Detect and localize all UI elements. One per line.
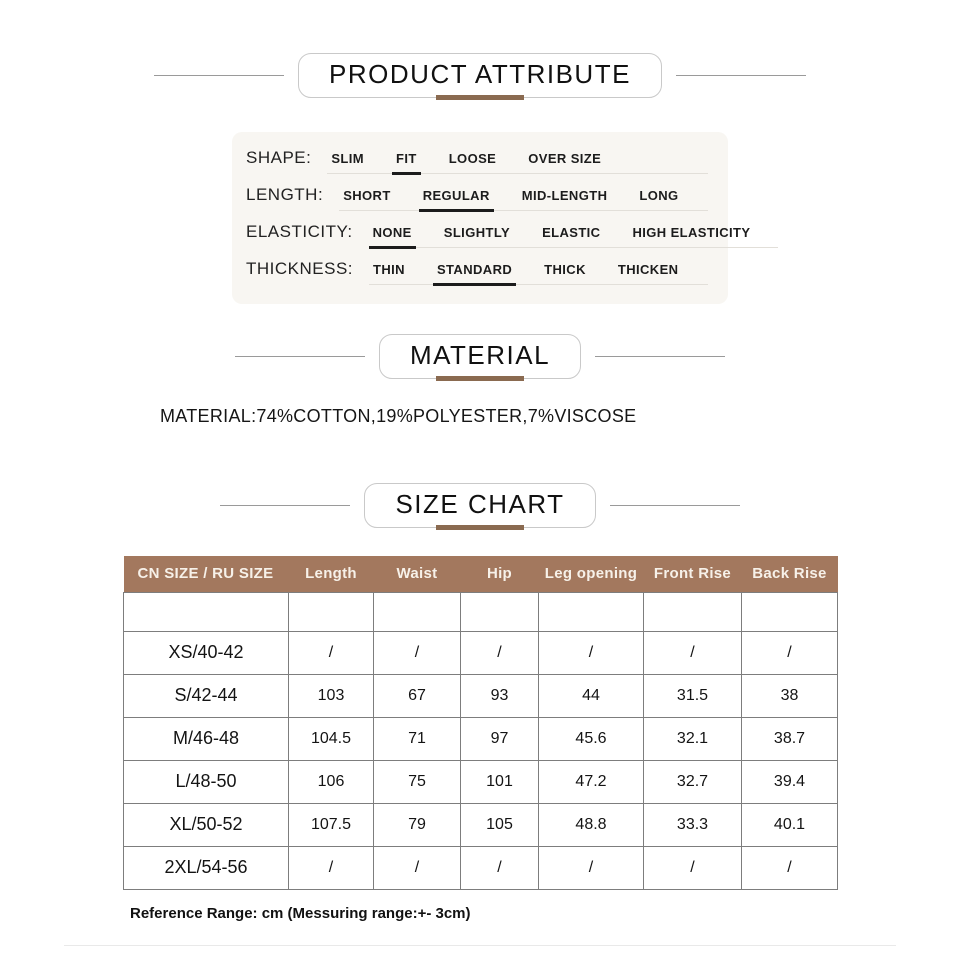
table-cell: 101: [461, 760, 539, 803]
table-cell: 44: [539, 674, 644, 717]
attribute-option: THIN: [373, 262, 405, 277]
size-chart-table-body: [124, 592, 838, 889]
table-header-row: [124, 556, 838, 592]
table-header-cell: Front Rise: [644, 556, 742, 592]
attribute-option: MID-LENGTH: [521, 188, 608, 203]
attribute-option: OVER SIZE: [528, 151, 602, 166]
table-cell: 105: [461, 803, 539, 846]
table-cell: L/48-50: [124, 760, 289, 803]
attribute-label: LENGTH:: [246, 185, 324, 204]
table-cell: 38.7: [742, 717, 838, 760]
table-cell: /: [539, 846, 644, 889]
attribute-options: [327, 151, 708, 174]
table-cell: XS/40-42: [124, 631, 289, 674]
table-header-cell: Leg opening: [539, 556, 644, 592]
table-cell: /: [289, 631, 374, 674]
table-cell: 33.3: [644, 803, 742, 846]
table-cell: [644, 592, 742, 631]
table-cell: /: [374, 631, 461, 674]
table-cell: 40.1: [742, 803, 838, 846]
table-row: [124, 674, 838, 717]
attribute-option-selected: STANDARD: [433, 262, 516, 286]
attribute-options: [369, 262, 708, 285]
section-header-product-attribute: [0, 53, 960, 98]
table-cell: 106: [289, 760, 374, 803]
table-cell: 38: [742, 674, 838, 717]
table-header-cell: CN SIZE / RU SIZE: [124, 556, 289, 592]
table-cell: 48.8: [539, 803, 644, 846]
attribute-option: THICK: [544, 262, 586, 277]
material-title-box: [379, 334, 581, 379]
attribute-label: THICKNESS:: [246, 259, 354, 278]
table-cell: /: [289, 846, 374, 889]
table-row: [124, 631, 838, 674]
table-cell: 104.5: [289, 717, 374, 760]
attribute-panel: [232, 132, 751, 304]
table-cell: /: [374, 846, 461, 889]
table-cell: 93: [461, 674, 539, 717]
table-cell: 45.6: [539, 717, 644, 760]
attribute-options: [339, 188, 708, 211]
table-row: [124, 846, 838, 889]
table-header-cell: Waist: [374, 556, 461, 592]
table-cell: 32.7: [644, 760, 742, 803]
material-title: MATERIAL: [409, 340, 551, 370]
material-composition-text: MATERIAL:74%COTTON,19%POLYESTER,7%VISCOSE: [160, 406, 637, 426]
table-header-cell: Back Rise: [742, 556, 838, 592]
product-attribute-title-box: [298, 53, 662, 98]
header-divider-left: [154, 75, 284, 76]
attribute-row: [246, 185, 708, 211]
attribute-option: ELASTIC: [542, 225, 601, 240]
table-cell: 103: [289, 674, 374, 717]
attribute-option: LONG: [639, 188, 679, 203]
table-row: [124, 803, 838, 846]
table-cell: /: [539, 631, 644, 674]
attribute-label: SHAPE:: [246, 148, 312, 167]
table-cell: 32.1: [644, 717, 742, 760]
table-cell: [742, 592, 838, 631]
table-cell: [539, 592, 644, 631]
attribute-option-selected: REGULAR: [419, 188, 494, 212]
table-cell: 79: [374, 803, 461, 846]
header-divider-right: [610, 505, 740, 506]
table-cell: 107.5: [289, 803, 374, 846]
table-row: [124, 760, 838, 803]
table-cell: 31.5: [644, 674, 742, 717]
section-header-size-chart: [0, 483, 960, 528]
table-header-cell: Length: [289, 556, 374, 592]
table-cell: M/46-48: [124, 717, 289, 760]
table-header-cell: Hip: [461, 556, 539, 592]
table-cell: 97: [461, 717, 539, 760]
table-cell: XL/50-52: [124, 803, 289, 846]
table-cell: 39.4: [742, 760, 838, 803]
table-cell: /: [742, 631, 838, 674]
table-cell: /: [644, 846, 742, 889]
table-cell: 47.2: [539, 760, 644, 803]
attribute-option-selected: FIT: [392, 151, 421, 175]
table-cell: 67: [374, 674, 461, 717]
table-cell: /: [644, 631, 742, 674]
size-chart-table-head: [124, 556, 838, 592]
attribute-option: SLIGHTLY: [443, 225, 511, 240]
table-cell: 71: [374, 717, 461, 760]
table-cell: [289, 592, 374, 631]
table-cell: 75: [374, 760, 461, 803]
attribute-option-selected: NONE: [369, 225, 416, 249]
attribute-option: THICKEN: [617, 262, 679, 277]
section-header-material: [0, 334, 960, 379]
attribute-option: HIGH ELASTICITY: [632, 225, 751, 240]
attribute-options: [369, 225, 779, 248]
table-cell: [461, 592, 539, 631]
table-cell: 2XL/54-56: [124, 846, 289, 889]
size-chart-table: [123, 556, 838, 890]
bottom-divider: [64, 945, 896, 946]
header-divider-right: [595, 356, 725, 357]
attribute-row: [246, 148, 708, 174]
header-divider-left: [235, 356, 365, 357]
table-cell: /: [742, 846, 838, 889]
attribute-option: SLIM: [331, 151, 365, 166]
attribute-row: [246, 222, 751, 248]
size-chart-title-box: [364, 483, 595, 528]
attribute-option: SHORT: [343, 188, 391, 203]
table-cell: [124, 592, 289, 631]
table-row: [124, 717, 838, 760]
table-cell: S/42-44: [124, 674, 289, 717]
header-divider-right: [676, 75, 806, 76]
reference-range-note: Reference Range: cm (Messuring range:+- 3cm): [130, 904, 471, 922]
table-cell: [374, 592, 461, 631]
table-row: [124, 592, 838, 631]
attribute-option: LOOSE: [448, 151, 497, 166]
product-attribute-title: PRODUCT ATTRIBUTE: [329, 59, 631, 89]
table-cell: /: [461, 631, 539, 674]
attribute-label: ELASTICITY:: [246, 222, 353, 241]
attribute-row: [246, 259, 708, 285]
size-chart-title: SIZE CHART: [395, 489, 565, 519]
header-divider-left: [220, 505, 350, 506]
table-cell: /: [461, 846, 539, 889]
